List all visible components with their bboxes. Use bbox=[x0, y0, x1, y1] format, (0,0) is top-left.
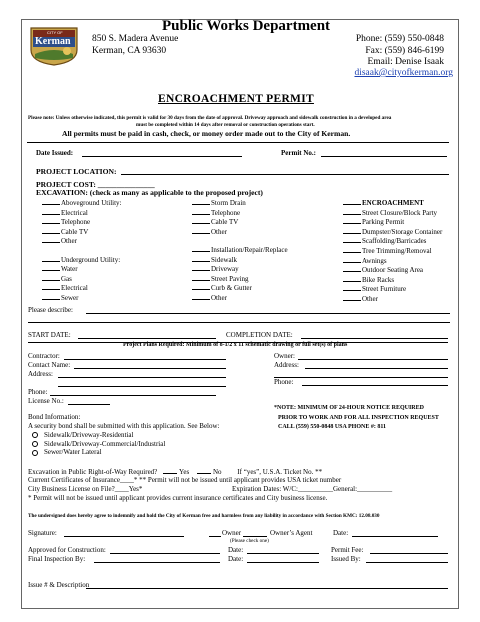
owner-phone-label: Phone: bbox=[274, 378, 294, 386]
utility-checkbox[interactable] bbox=[42, 293, 60, 300]
utility-item bbox=[42, 274, 121, 284]
utility-item bbox=[42, 255, 121, 265]
encroachment-checkbox[interactable] bbox=[343, 227, 361, 234]
installation-item bbox=[192, 283, 288, 293]
utility-label: Aboveground Utility: bbox=[61, 199, 122, 207]
expiration-dates: Expiration Dates: W/C:__________General:__________ bbox=[232, 485, 393, 493]
form-title: ENCROACHMENT PERMIT bbox=[158, 93, 314, 105]
installation-label: Cable TV bbox=[211, 218, 239, 227]
utility-checkbox[interactable] bbox=[42, 208, 60, 215]
email-link[interactable]: disaak@cityofkerman.org bbox=[354, 68, 453, 78]
notice-line1: *NOTE: MINIMUM OF 24-HOUR NOTICE REQUIRED bbox=[274, 405, 424, 411]
installation-checkbox[interactable] bbox=[192, 255, 210, 262]
utility-item bbox=[42, 227, 121, 237]
installation-item bbox=[192, 236, 288, 245]
page-border bbox=[21, 19, 459, 609]
utility-item bbox=[42, 236, 121, 246]
encroachment-checkbox[interactable] bbox=[343, 275, 361, 282]
encroachment-label: Tree Trimming/Removal bbox=[362, 246, 432, 255]
utility-item bbox=[42, 217, 121, 227]
installation-checkbox[interactable] bbox=[192, 293, 210, 300]
final-inspection-field[interactable] bbox=[94, 562, 220, 563]
encroachment-item bbox=[343, 208, 442, 218]
excavation-required-label: Excavation in Public Right-of-Way Required? bbox=[28, 468, 158, 476]
utility-item bbox=[42, 246, 121, 255]
phone-text: Phone: (559) 550-0848 bbox=[355, 34, 444, 44]
installation-item bbox=[192, 255, 288, 265]
bond-option-circle[interactable] bbox=[32, 441, 38, 447]
bond-text: A security bond shall be submitted with this application. See Below: bbox=[28, 422, 220, 430]
completion-date-label: COMPLETION DATE: bbox=[226, 331, 293, 339]
validity-notice-line1: Please note: Unless otherwise indicated, this permit is valid for 30 days from the date of approval. Driveway approach and sidewalk construction in a developed area bbox=[28, 115, 392, 121]
start-date-field[interactable] bbox=[78, 338, 216, 339]
bond-item-label: Sewer/Water Lateral bbox=[44, 448, 102, 457]
insurance-row: Current Certificates of Insurance____* ** Permit will not be issued until applicant provides USA ticket number bbox=[28, 476, 342, 484]
issued-by-label: Issued By: bbox=[331, 555, 361, 563]
encroachment-label: Scaffolding/Barricades bbox=[362, 237, 427, 246]
encroachment-item bbox=[343, 246, 442, 256]
installation-checkbox[interactable] bbox=[192, 283, 210, 290]
contractor-label: Contractor: bbox=[28, 352, 60, 360]
permit-fee-field[interactable] bbox=[370, 553, 448, 554]
issue-description-field[interactable] bbox=[86, 588, 448, 589]
installation-item bbox=[192, 217, 288, 227]
encroachment-checkbox[interactable] bbox=[343, 256, 361, 263]
utility-checkbox[interactable] bbox=[42, 227, 60, 234]
check-one-note: (Please check one) bbox=[230, 538, 269, 544]
approved-field[interactable] bbox=[110, 553, 220, 554]
installation-label: Curb & Gutter bbox=[211, 284, 252, 293]
fax-text: Fax: (559) 846-6199 bbox=[365, 46, 444, 56]
installation-label: Street Paving bbox=[211, 274, 249, 283]
encroachment-item bbox=[343, 217, 442, 227]
final-date-label: Date: bbox=[228, 555, 244, 563]
encroachment-label: Parking Permit bbox=[362, 218, 405, 227]
bond-title: Bond Information: bbox=[28, 413, 81, 421]
notice-line3: CALL (559) 550-0848 USA PHONE #: 811 bbox=[278, 424, 387, 430]
date-issued-field[interactable] bbox=[82, 156, 242, 157]
license-field[interactable] bbox=[68, 404, 110, 405]
yes-label: Yes bbox=[179, 468, 190, 476]
date-issued-label: Date Issued: bbox=[36, 149, 74, 157]
utility-label: Electrical bbox=[61, 208, 88, 217]
encroachment-item bbox=[343, 227, 442, 237]
installation-item bbox=[192, 227, 288, 237]
email-contact: Email: Denise Isaak bbox=[367, 57, 444, 67]
final-inspection-label: Final Inspection By: bbox=[28, 555, 86, 563]
describe-field[interactable] bbox=[86, 313, 450, 314]
encroachment-item bbox=[343, 294, 442, 304]
approved-date-field[interactable] bbox=[247, 553, 319, 554]
start-date-label: START DATE: bbox=[28, 331, 71, 339]
installation-label: Installation/Repair/Replace bbox=[211, 245, 288, 254]
encroachment-label: Bike Racks bbox=[362, 275, 395, 284]
encroachment-label: Dumpster/Storage Container bbox=[362, 227, 443, 236]
permit-no-field[interactable] bbox=[321, 156, 447, 157]
plans-required-note: Project Plans Required: Minimum of 8-1/2 x 11 schematic drawing or full set(s) of plans bbox=[123, 342, 348, 348]
utility-label: Cable TV bbox=[61, 227, 89, 236]
bond-items bbox=[32, 431, 165, 457]
payment-note: All permits must be paid in cash, check, or money order made out to the City of Kerman. bbox=[62, 129, 351, 138]
installation-label: Telephone bbox=[211, 208, 241, 217]
address-line2: Kerman, CA 93630 bbox=[92, 46, 167, 56]
owner-address-field-2[interactable] bbox=[274, 377, 448, 378]
excavation-label: EXCAVATION: (check as many as applicable to the proposed project) bbox=[36, 188, 263, 197]
utility-item bbox=[42, 198, 121, 208]
issued-by-field[interactable] bbox=[366, 562, 448, 563]
address-field[interactable] bbox=[58, 377, 226, 378]
installation-checkbox[interactable] bbox=[192, 198, 210, 205]
installation-label: Sidewalk bbox=[211, 255, 238, 264]
encroachment-checkbox[interactable] bbox=[343, 294, 361, 301]
installation-item bbox=[192, 208, 288, 218]
encroachment-item bbox=[343, 236, 442, 246]
bond-option-circle[interactable] bbox=[32, 432, 38, 438]
encroachment-item bbox=[343, 265, 442, 275]
utility-checkbox[interactable] bbox=[42, 274, 60, 281]
owners-agent-option: Owner’s Agent bbox=[270, 529, 313, 537]
utility-item bbox=[42, 293, 121, 303]
encroachment-checkbox[interactable] bbox=[343, 284, 361, 291]
utility-label: Electrical bbox=[61, 284, 88, 293]
encroachment-checkbox[interactable] bbox=[343, 217, 361, 224]
indemnify-statement: The undersigned does hereby agree to indemnify and hold the City of Kerman free and harmless from any liability in accordance with Section KMC: 12.08.030 bbox=[28, 513, 380, 519]
describe-field-2[interactable] bbox=[28, 322, 450, 323]
bond-item[interactable] bbox=[32, 448, 165, 457]
agent-checkbox[interactable] bbox=[243, 536, 267, 537]
utility-checkbox[interactable] bbox=[42, 217, 60, 224]
installation-item bbox=[192, 245, 288, 255]
permit-no-label: Permit No.: bbox=[281, 149, 316, 157]
logo-tagline: CITY OF bbox=[47, 30, 63, 35]
encroachment-item bbox=[343, 275, 442, 285]
excavation-column-3 bbox=[343, 198, 442, 304]
installation-checkbox[interactable] bbox=[192, 264, 210, 271]
encroachment-checkbox[interactable] bbox=[343, 236, 361, 243]
business-license-row: City Business License on File?____Yes* bbox=[28, 485, 143, 493]
utility-label: Underground Utility: bbox=[61, 255, 121, 264]
department-title: Public Works Department bbox=[162, 18, 331, 34]
utility-checkbox[interactable] bbox=[42, 198, 60, 205]
approved-date-label: Date: bbox=[228, 546, 244, 554]
utility-checkbox[interactable] bbox=[42, 236, 60, 243]
excavation-required-row bbox=[28, 467, 322, 476]
describe-label: Please describe: bbox=[28, 306, 73, 314]
address-label: Address: bbox=[28, 370, 53, 378]
contractor-field[interactable] bbox=[64, 359, 226, 360]
encroachment-label: Other bbox=[362, 294, 378, 303]
logo-text: Kerman bbox=[35, 36, 71, 47]
installation-checkbox[interactable] bbox=[192, 274, 210, 281]
utility-label: Other bbox=[61, 237, 77, 246]
utility-label: Water bbox=[61, 265, 78, 274]
license-label: License No.: bbox=[28, 397, 64, 405]
contact-name-field[interactable] bbox=[74, 368, 226, 369]
permit-note: * Permit will not be issued until applicant provides current insurance certificates and City business license. bbox=[28, 494, 328, 502]
bond-item-label: Sidewalk/Driveway-Commercial/Industrial bbox=[44, 439, 166, 448]
phone-field[interactable] bbox=[50, 395, 216, 396]
completion-date-field[interactable] bbox=[301, 338, 448, 339]
signature-label: Signature: bbox=[28, 529, 57, 537]
address-line1: 850 S. Madera Avenue bbox=[92, 34, 179, 44]
owner-checkbox[interactable] bbox=[209, 536, 221, 537]
encroachment-checkbox[interactable] bbox=[343, 265, 361, 272]
phone-label: Phone: bbox=[28, 388, 48, 396]
owner-field[interactable] bbox=[298, 359, 448, 360]
excavation-column-2 bbox=[192, 198, 288, 303]
signature-date-field[interactable] bbox=[352, 536, 438, 537]
project-location-label: PROJECT LOCATION: bbox=[36, 167, 117, 176]
owner-label: Owner: bbox=[274, 352, 295, 360]
utility-checkbox[interactable] bbox=[42, 283, 60, 290]
approved-label: Approved for Construction: bbox=[28, 546, 106, 554]
owner-address-label: Address: bbox=[274, 361, 299, 369]
encroachment-label: Awnings bbox=[362, 256, 387, 265]
installation-item bbox=[192, 264, 288, 274]
encroachment-item bbox=[343, 256, 442, 266]
city-logo bbox=[27, 24, 81, 66]
utility-label: Gas bbox=[61, 274, 72, 283]
encroachment-checkbox[interactable] bbox=[343, 246, 361, 253]
installation-checkbox[interactable] bbox=[192, 208, 210, 215]
signature-date-label: Date: bbox=[333, 529, 349, 537]
usa-ticket-label: If “yes”, U.S.A. Ticket No. ** bbox=[237, 468, 323, 476]
owner-address-field[interactable] bbox=[305, 368, 448, 369]
issue-description-label: Issue # & Description bbox=[28, 581, 90, 589]
installation-item bbox=[192, 198, 288, 208]
encroachment-label: Street Furniture bbox=[362, 285, 407, 294]
installation-label: Driveway bbox=[211, 265, 239, 274]
utility-item bbox=[42, 264, 121, 274]
signature-field[interactable] bbox=[64, 536, 184, 537]
no-checkbox[interactable] bbox=[197, 467, 211, 474]
installation-checkbox[interactable] bbox=[192, 217, 210, 224]
encroachment-label: Outdoor Seating Area bbox=[362, 266, 424, 275]
utility-checkbox[interactable] bbox=[42, 255, 60, 262]
utility-item bbox=[42, 283, 121, 293]
divider bbox=[27, 142, 449, 143]
permit-fee-label: Permit Fee: bbox=[331, 546, 364, 554]
bond-item[interactable] bbox=[32, 440, 165, 449]
address-field-2[interactable] bbox=[58, 386, 226, 387]
installation-label: Storm Drain bbox=[211, 199, 246, 207]
installation-item bbox=[192, 274, 288, 284]
utility-label: Sewer bbox=[61, 293, 79, 302]
bond-item[interactable] bbox=[32, 431, 165, 440]
utility-checkbox[interactable] bbox=[42, 264, 60, 271]
final-date-field[interactable] bbox=[247, 562, 319, 563]
installation-checkbox[interactable] bbox=[192, 245, 210, 252]
validity-notice-line2: must be completed within 14 days after removal or construction operations start. bbox=[136, 122, 315, 128]
excavation-column-1 bbox=[42, 198, 121, 303]
owner-option: Owner bbox=[222, 529, 242, 537]
encroachment-label: Street Closure/Block Party bbox=[362, 208, 438, 217]
installation-label: Other bbox=[211, 293, 227, 302]
bond-item-label: Sidewalk/Driveway-Residential bbox=[44, 431, 134, 439]
yes-checkbox[interactable] bbox=[163, 467, 177, 474]
installation-label: Other bbox=[211, 227, 227, 236]
encroachment-item bbox=[343, 284, 442, 294]
no-label: No bbox=[212, 468, 222, 476]
utility-item bbox=[42, 208, 121, 218]
owner-phone-field[interactable] bbox=[302, 385, 448, 386]
contact-name-label: Contact Name: bbox=[28, 361, 71, 369]
bond-option-circle[interactable] bbox=[32, 450, 38, 456]
utility-label: Telephone bbox=[61, 218, 91, 227]
notice-line2: PRIOR TO WORK AND FOR ALL INSPECTION REQUEST bbox=[278, 415, 439, 421]
installation-item bbox=[192, 293, 288, 303]
encroachment-checkbox[interactable] bbox=[343, 208, 361, 215]
installation-checkbox[interactable] bbox=[192, 227, 210, 234]
encroachment-header: ENCROACHMENT bbox=[362, 199, 424, 207]
project-location-field[interactable] bbox=[121, 174, 449, 175]
project-cost-label: PROJECT COST: _______________ bbox=[36, 180, 155, 189]
